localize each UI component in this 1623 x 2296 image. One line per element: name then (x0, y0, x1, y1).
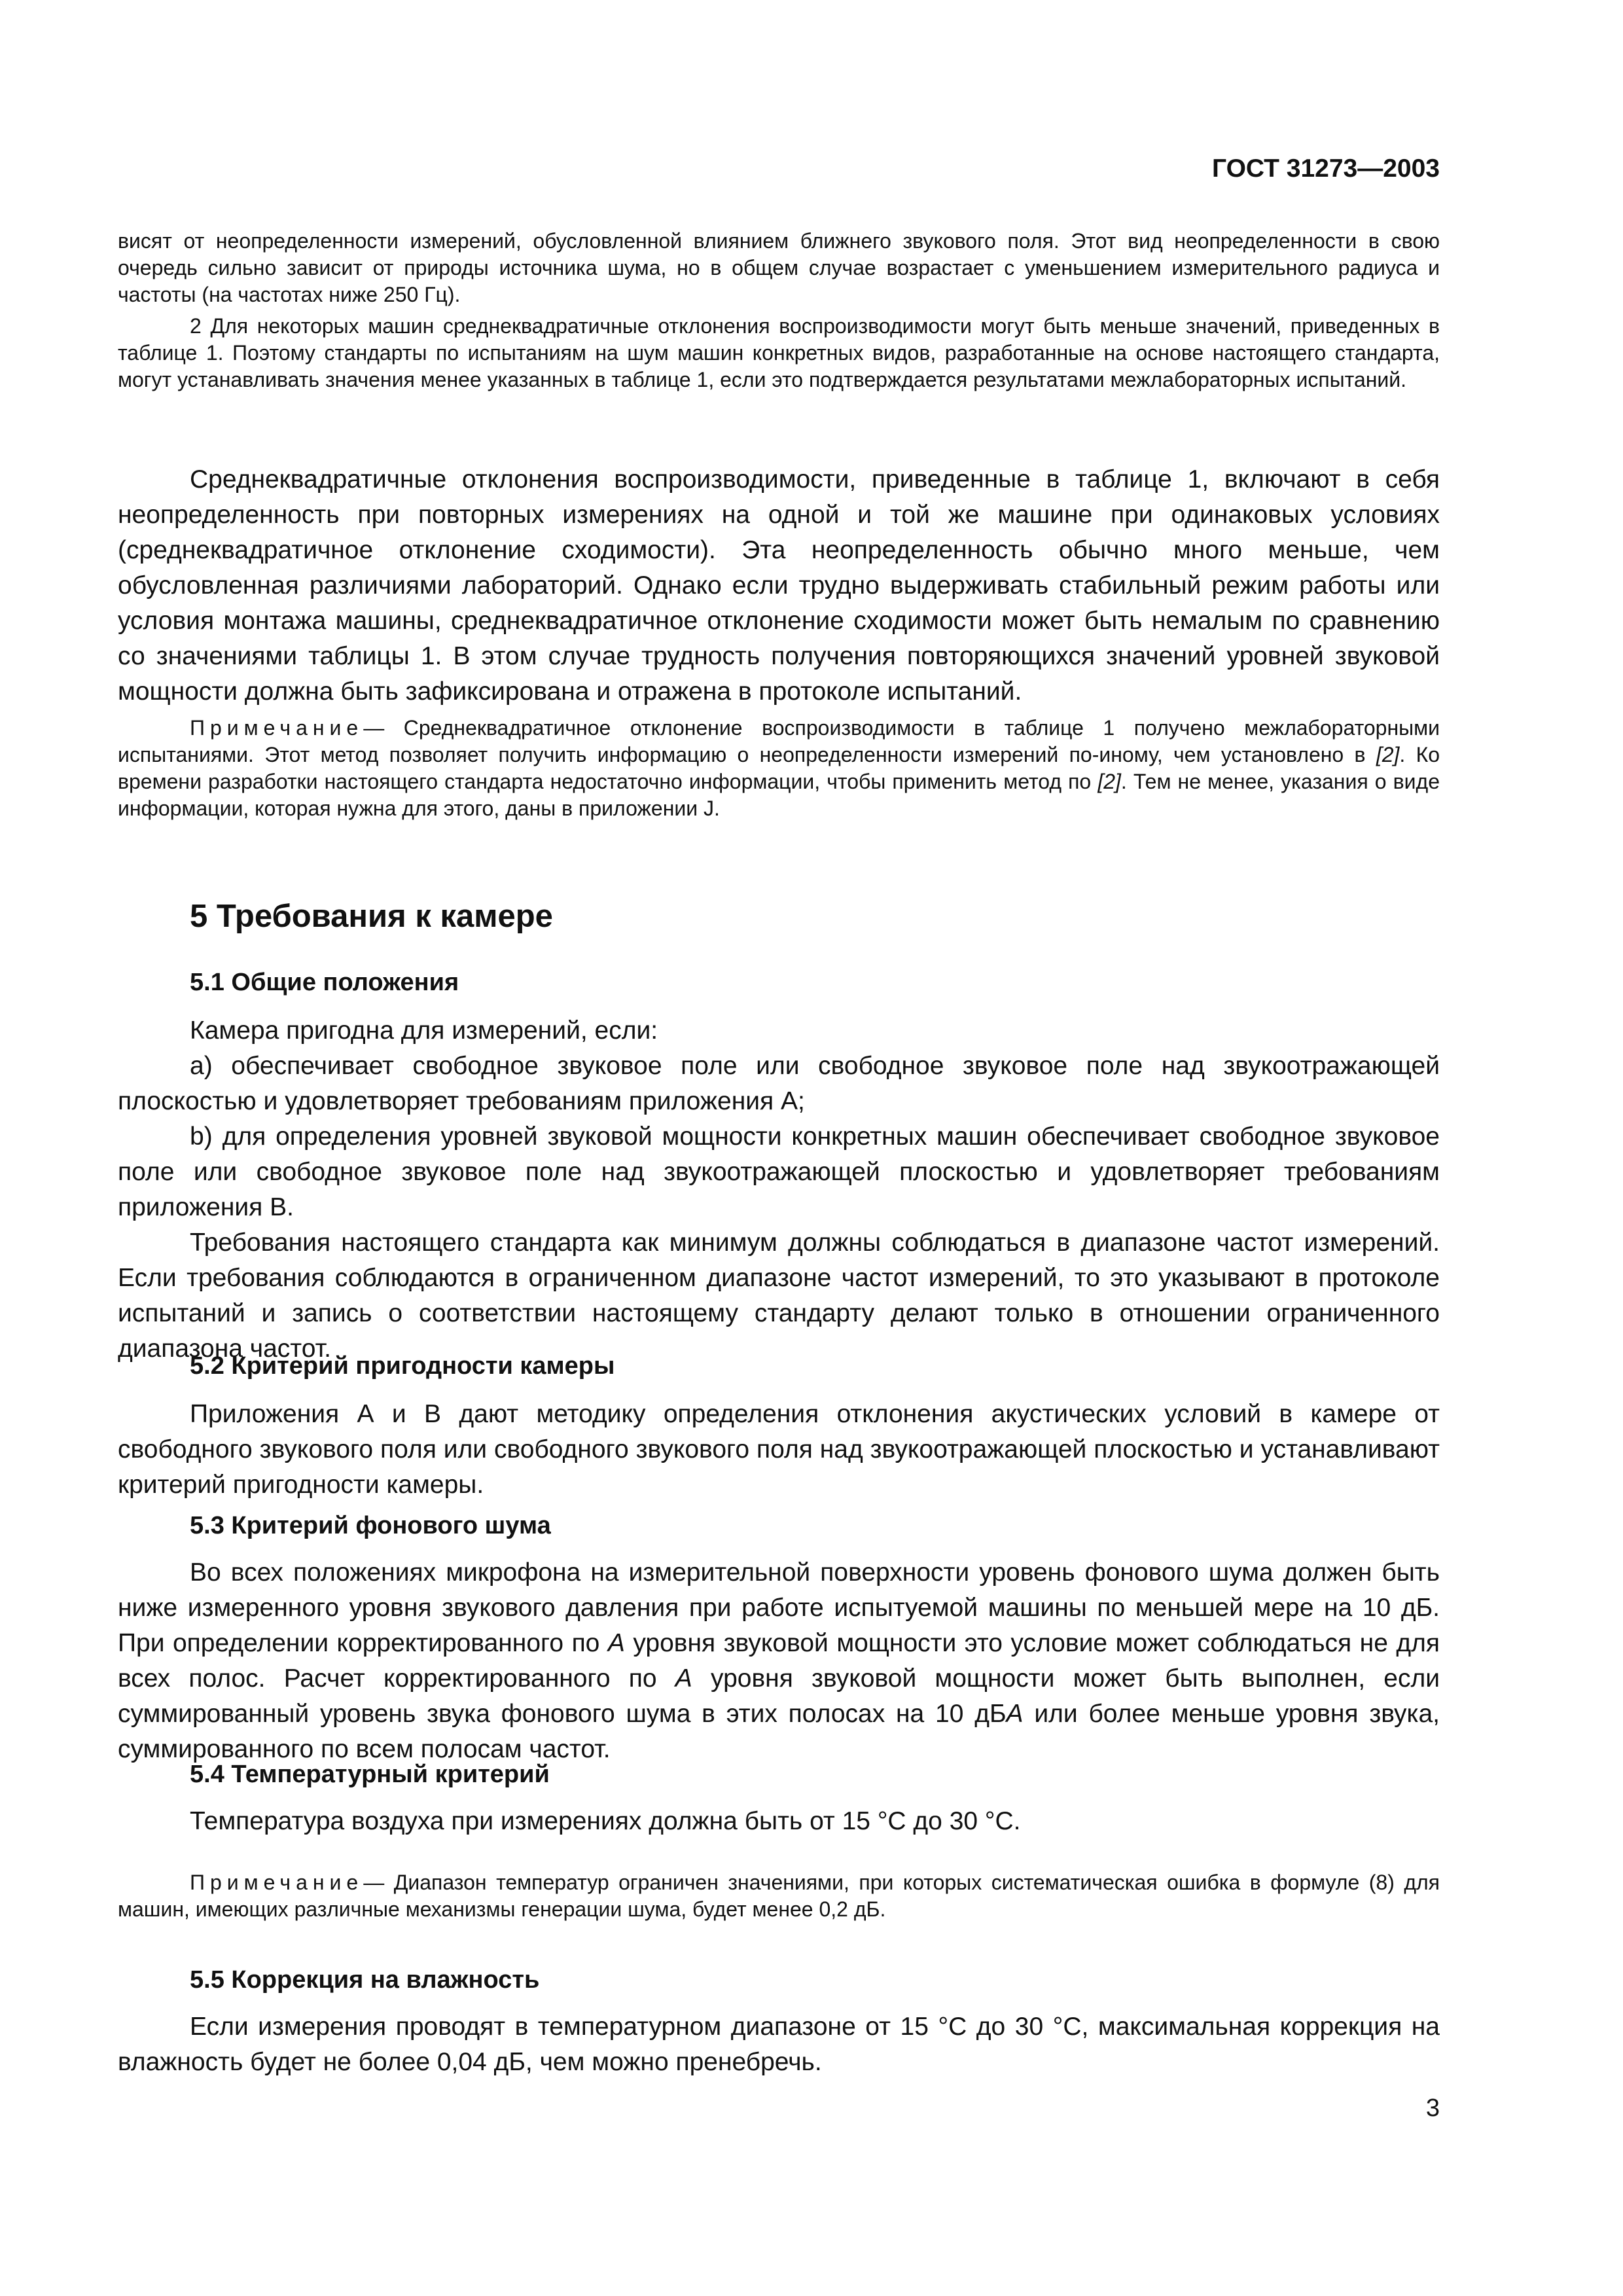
section-5-2-title: 5.2 Критерий пригодности камеры (190, 1352, 615, 1380)
section-5-4-title: 5.4 Температурный критерий (190, 1761, 550, 1788)
section-5-4-note (118, 1869, 1440, 1923)
section-5-2-paragraph: Приложения А и В дают методику определения отклонения акустических условий в камере от свободного звукового поля или свободного звукового поля над звукоотражающей плоскостью и устанавливают критерий пригодности камеры. (118, 1400, 1440, 1499)
reference-link: [2] (1376, 743, 1400, 766)
note-label: Примечание (190, 1871, 364, 1894)
section-5-1-title: 5.1 Общие положения (190, 969, 459, 996)
weighting-symbol: А (607, 1629, 625, 1657)
section-5-1-intro: Камера пригодна для измерений, если: (190, 1016, 658, 1045)
text-segment: или более меньше уровня звука, суммированного по всем полосам частот. (118, 1700, 1440, 1763)
document-header: ГОСТ 31273—2003 (1212, 154, 1440, 183)
list-item-a: a) обеспечивает свободное звуковое поле или свободное звуковое поле над звукоотражающей плоскостью и удовлетворяет требованиям приложения А; (118, 1052, 1440, 1115)
note-text: — Диапазон температур ограничен значениями, при которых систематическая ошибка в формуле (8) для машин, имеющих различные механизмы генерации шума, будет менее 0,2 дБ. (118, 1871, 1440, 1921)
note-text-a: — Среднеквадратичное отклонение воспроизводимости в таблице 1 получено межлабораторными испытаниями. Этот метод позволяет получить информацию о неопределенности измерений по-иному, чем установлено в (118, 716, 1440, 766)
note-label: Примечание (190, 716, 364, 740)
note-text-c: . Тем не менее, указания о виде информации, которая нужна для этого, даны в приложении J. (118, 770, 1440, 820)
note-text-b: . Ко времени разработки настоящего стандарта недостаточно информации, чтобы применить метод по (118, 743, 1440, 793)
body-paragraph: Среднеквадратичные отклонения воспроизводимости, приведенные в таблице 1, включают в себя неопределенность при повторных измерениях на одной и той же машине при одинаковых условиях (среднеквадратичное отклонение сходимости). Эта неопределенность обычно много меньше, чем обусловленная различиями лабораторий. Однако если трудно выдерживать стабильный режим работы или условия монтажа машины, среднеквадратичное отклонение сходимости может быть немалым по сравнению со значениями таблицы 1. В этом случае трудность получения повторяющихся значений уровней звуковой мощности должна быть зафиксирована и отражена в протоколе испытаний. (118, 465, 1440, 706)
page-number: 3 (1425, 2094, 1440, 2122)
section-5-1-paragraph: Требования настоящего стандарта как минимум должны соблюдаться в диапазоне частот измерений. Если требования соблюдаются в ограниченном диапазоне частот измерений, то это указывают в протоколе испытаний и запись о соответствии настоящему стандарту делают только в отношении ограниченного диапазона частот. (118, 1229, 1440, 1363)
weighting-symbol: А (675, 1664, 692, 1693)
weighting-symbol: А (1006, 1700, 1024, 1728)
section-5-5-paragraph: Если измерения проводят в температурном диапазоне от 15 °С до 30 °С, максимальная коррекция на влажность будет не более 0,04 дБ, чем можно пренебречь. (118, 2013, 1440, 2076)
text-segment: Во всех положениях микрофона на измерительной поверхности уровень фонового шума должен быть ниже измеренного уровня звукового давления при работе испытуемой машины по меньшей мере на 10 дБ. При определении корректированного по (118, 1558, 1440, 1657)
list-item-b: b) для определения уровней звуковой мощности конкретных машин обеспечивает свободное звуковое поле или свободное звуковое поле над звукоотражающей плоскостью и удовлетворяет требованиям приложения В. (118, 1122, 1440, 1221)
note-table-1 (118, 715, 1440, 822)
section-5-3-paragraph (118, 1555, 1440, 1767)
note-2: 2 Для некоторых машин среднеквадратичные отклонения воспроизводимости могут быть меньше значений, приведенных в таблице 1. Поэтому стандарты по испытаниям на шум машин конкретных видов, разработанные на основе настоящего стандарта, могут устанавливать значения менее указанных в таблице 1, если это подтверждается результатами межлабораторных испытаний. (118, 314, 1440, 391)
section-5-3-title: 5.3 Критерий фонового шума (190, 1512, 551, 1539)
document-page (118, 0, 1440, 2296)
section-5-title: 5 Требования к камере (190, 899, 553, 934)
reference-link: [2] (1097, 770, 1121, 793)
text-segment: уровня звуковой мощности может быть выполнен, если суммированный уровень звука фонового шума в этих полосах на 10 дБ (118, 1664, 1440, 1728)
note-continuation: висят от неопределенности измерений, обусловленной влиянием ближнего звукового поля. Этот вид неопределенности в свою очередь сильно зависит от природы источника шума, но в общем случае возрастает с уменьшением измерительного радиуса и частоты (на частотах ниже 250 Гц). (118, 229, 1440, 306)
text-segment: уровня звуковой мощности это условие может соблюдаться не для всех полос. Расчет корректированного по (118, 1629, 1440, 1693)
section-5-5-title: 5.5 Коррекция на влажность (190, 1966, 540, 1994)
section-5-4-paragraph: Температура воздуха при измерениях должна быть от 15 °С до 30 °С. (190, 1807, 1021, 1835)
